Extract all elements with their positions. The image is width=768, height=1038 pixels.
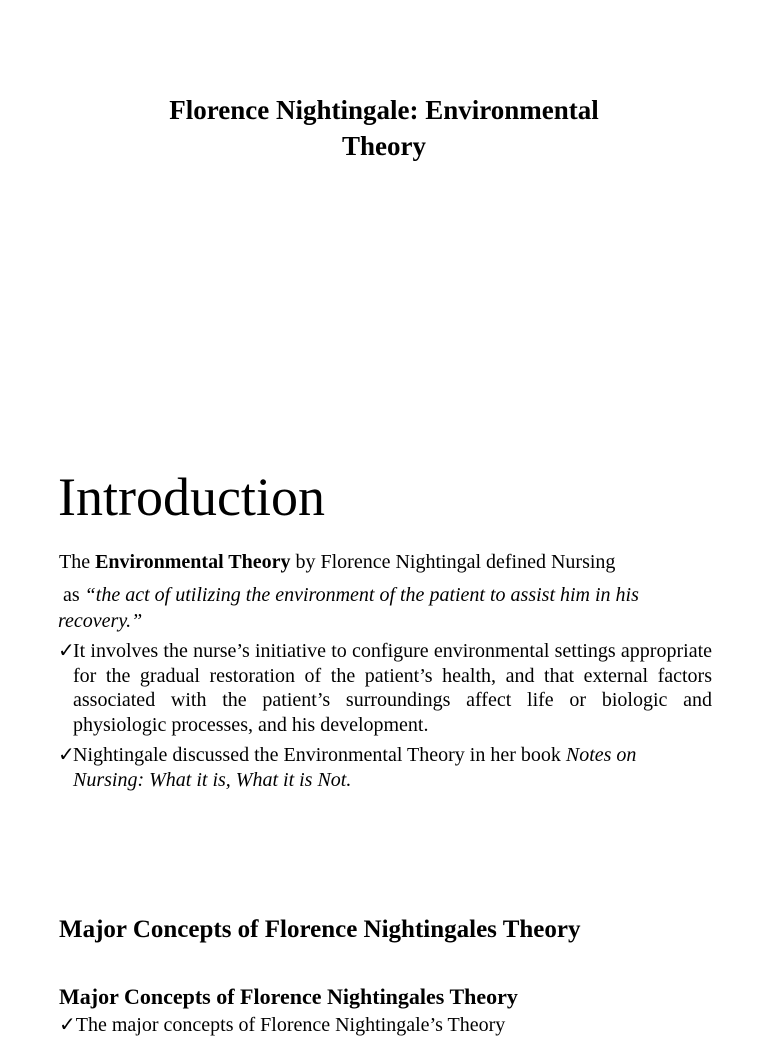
checkmark-icon: ✓ [58, 744, 75, 766]
bullet-item-book [58, 743, 712, 792]
document-title-line1: Florence Nightingale: Environmental [169, 95, 599, 125]
introduction-prefix: The [59, 551, 96, 573]
major-concepts-subheading: Major Concepts of Florence Nightingales Theory [59, 984, 518, 1009]
major-concepts-cut-line: ✓The major concepts of Florence Nightingale’s Theory [59, 1014, 506, 1036]
bullet-item-initiative [58, 639, 712, 737]
introduction-heading: Introduction [58, 467, 325, 527]
book-title: Notes on Nursing: What it is, What it is Not. [73, 744, 637, 791]
definition-prefix: as [63, 584, 85, 606]
definition-quote: “the act of utilizing the environment of the patient to assist him in his recovery.” [58, 584, 639, 632]
introduction-suffix: by Florence Nightingal defined Nursing [290, 551, 616, 573]
environmental-theory-term: Environmental Theory [95, 551, 291, 573]
checkmark-icon: ✓ [58, 640, 75, 662]
major-concepts-heading: Major Concepts of Florence Nightingales Theory [59, 916, 581, 943]
introduction-sentence [59, 549, 615, 575]
bullet-text: Nightingale discussed the Environmental Theory in her book [73, 744, 566, 766]
document-title-line2: Theory [342, 131, 426, 161]
bullet-text: It involves the nurse’s initiative to configure environmental settings appropriate for the gradual restoration of the patient’s health, and that external factors associated with the patient’s surroundings affect life or biologic and physiologic processes, and his development. [73, 640, 712, 736]
nursing-definition [58, 582, 714, 634]
document-title [84, 92, 684, 164]
